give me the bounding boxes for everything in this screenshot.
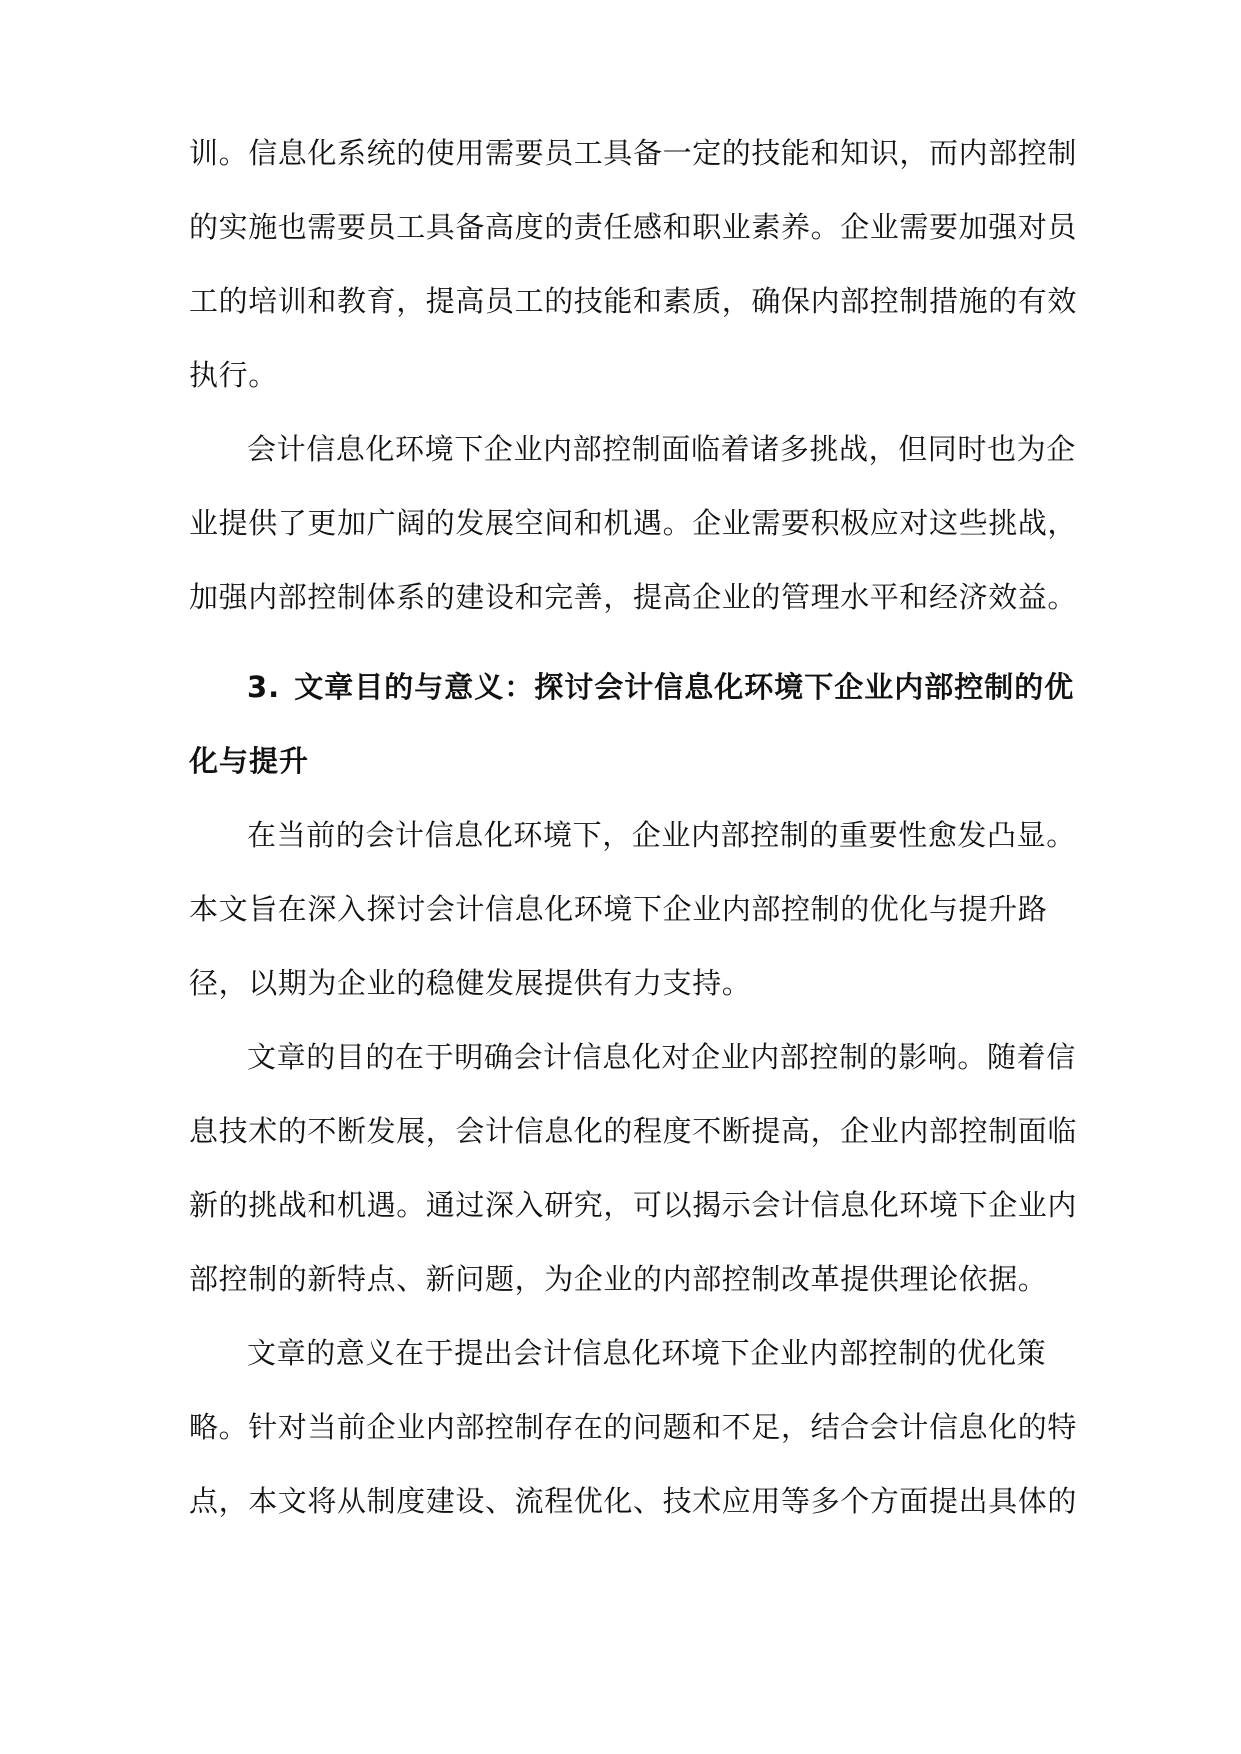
paragraph-4-line-4: 部控制的新特点、新问题，为企业的内部控制改革提供理论依据。 (189, 1262, 1048, 1296)
paragraph-4-line-1: 文章的目的在于明确会计信息化对企业内部控制的影响。随着信 (247, 1040, 1076, 1074)
paragraph-2-line-2: 业提供了更加广阔的发展空间和机遇。企业需要积极应对这些挑战， (189, 506, 1078, 540)
paragraph-1-line-3: 工的培训和教育，提高员工的技能和素质，确保内部控制措施的有效 (189, 284, 1078, 318)
section-heading-line-1 (247, 667, 1074, 707)
paragraph-1-line-2: 的实施也需要员工具备高度的责任感和职业素养。企业需要加强对员 (189, 210, 1078, 244)
paragraph-2-line-1: 会计信息化环境下企业内部控制面临着诸多挑战，但同时也为企 (247, 432, 1076, 466)
paragraph-3-line-2: 本文旨在深入探讨会计信息化环境下企业内部控制的优化与提升路 (189, 892, 1048, 926)
section-heading-line-2: 化与提升 (189, 744, 310, 778)
section-number: 3. (247, 670, 281, 704)
paragraph-5-line-1: 文章的意义在于提出会计信息化环境下企业内部控制的优化策 (247, 1336, 1047, 1370)
paragraph-3-line-1: 在当前的会计信息化环境下，企业内部控制的重要性愈发凸显。 (247, 818, 1076, 852)
paragraph-3-line-3: 径，以期为企业的稳健发展提供有力支持。 (189, 966, 752, 1000)
paragraph-2-line-3: 加强内部控制体系的建设和完善，提高企业的管理水平和经济效益。 (189, 580, 1078, 614)
paragraph-4-line-2: 息技术的不断发展，会计信息化的程度不断提高，企业内部控制面临 (189, 1114, 1078, 1148)
paragraph-1-line-4: 执行。 (189, 358, 278, 392)
paragraph-4-line-3: 新的挑战和机遇。通过深入研究，可以揭示会计信息化环境下企业内 (189, 1188, 1078, 1222)
paragraph-5-line-3: 点，本文将从制度建设、流程优化、技术应用等多个方面提出具体的 (189, 1484, 1078, 1518)
paragraph-1-line-1: 训。信息化系统的使用需要员工具备一定的技能和知识，而内部控制 (189, 136, 1078, 170)
section-title-part-1: 文章目的与意义：探讨会计信息化环境下企业内部控制的优 (294, 670, 1075, 704)
paragraph-5-line-2: 略。针对当前企业内部控制存在的问题和不足，结合会计信息化的特 (189, 1410, 1078, 1444)
